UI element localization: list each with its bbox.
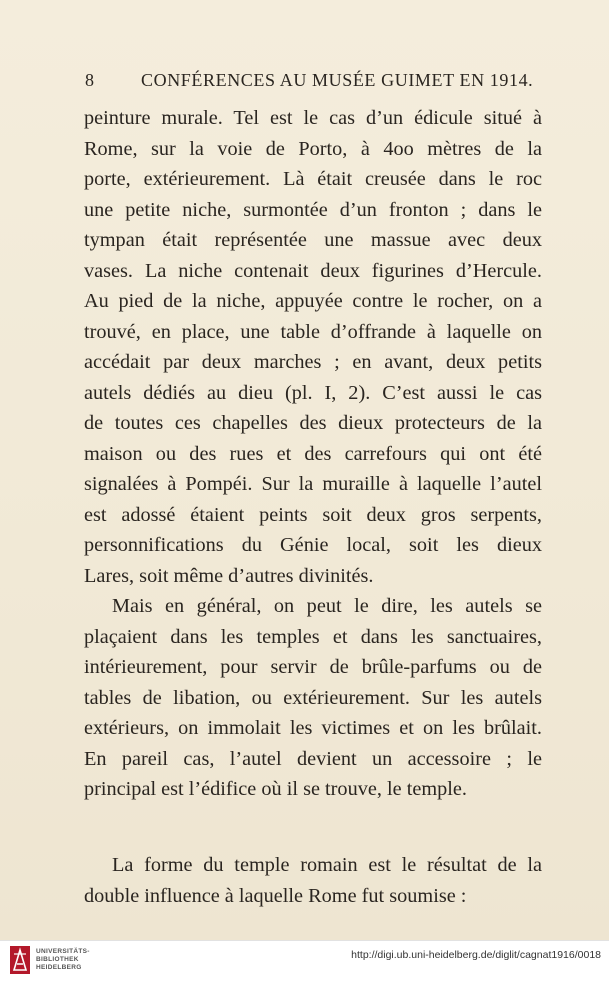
running-title: CONFÉRENCES AU MUSÉE GUIMET EN 1914. (141, 70, 534, 90)
text-line: signalées à Pompéi. Sur la muraille à laquelle l’autel (84, 473, 542, 495)
library-name (36, 948, 90, 972)
text-line: Rome, sur la voie de Porto, à 4oo mètres de la (84, 137, 542, 160)
text-line: maison ou des rues et des carrefours qui ont été (84, 442, 542, 465)
text-line: En pareil cas, l’autel devient un accessoire ; le (84, 747, 542, 770)
paragraph-start-line: La forme du temple romain est le résultat de la (112, 854, 542, 876)
library-name-line: HEIDELBERG (36, 964, 82, 971)
page-header (85, 70, 545, 96)
paragraph-start-line: Mais en général, on peut le dire, les autels se (112, 595, 542, 617)
text-line: extérieurs, on immolait les victimes et on les brûlait. (84, 717, 542, 739)
permalink-url[interactable]: http://digi.ub.uni-heidelberg.de/diglit/cagnat1916/0018 (351, 949, 601, 961)
viewer-footer (0, 940, 609, 986)
text-line: intérieurement, pour servir de brûle-parfums ou de (84, 656, 542, 678)
text-line: Au pied de la niche, appuyée contre le rocher, on a (84, 290, 542, 312)
text-line: tables de libation, ou extérieurement. Sur les autels (84, 686, 542, 709)
text-line: trouvé, en place, une table d’offrande à laquelle on (84, 320, 542, 343)
text-line: double influence à laquelle Rome fut soumise : (84, 885, 467, 907)
text-line: vases. La niche contenait deux figurines d’Hercule. (84, 259, 542, 282)
text-line: porte, extérieurement. Là était creusée dans le roc (84, 168, 542, 190)
text-line: principal est l’édifice où il se trouve, le temple. (84, 778, 467, 800)
university-library-logo-icon (8, 944, 32, 978)
text-line: accédait par deux marches ; en avant, deux petits (84, 351, 542, 373)
text-line: une petite niche, surmontée d’un fronton ; dans le (84, 198, 542, 221)
library-name-line: BIBLIOTHEK (36, 956, 79, 963)
text-line: personnifications du Génie local, soit les dieux (84, 534, 542, 556)
text-line: tympan était représentée une massue avec deux (84, 229, 542, 251)
text-line: de toutes ces chapelles des dieux protecteurs de la (84, 412, 542, 434)
text-line: Lares, soit même d’autres divinités. (84, 564, 374, 587)
text-line: plaçaient dans les temples et dans les sanctuaires, (84, 625, 542, 648)
text-line: est adossé étaient peints soit deux gros serpents, (84, 503, 542, 526)
page-number: 8 (85, 70, 95, 90)
library-name-line: UNIVERSITÄTS- (36, 948, 90, 955)
text-line: peinture murale. Tel est le cas d’un édicule situé à (84, 107, 542, 129)
text-line: autels dédiés au dieu (pl. I, 2). C’est aussi le cas (84, 381, 542, 404)
